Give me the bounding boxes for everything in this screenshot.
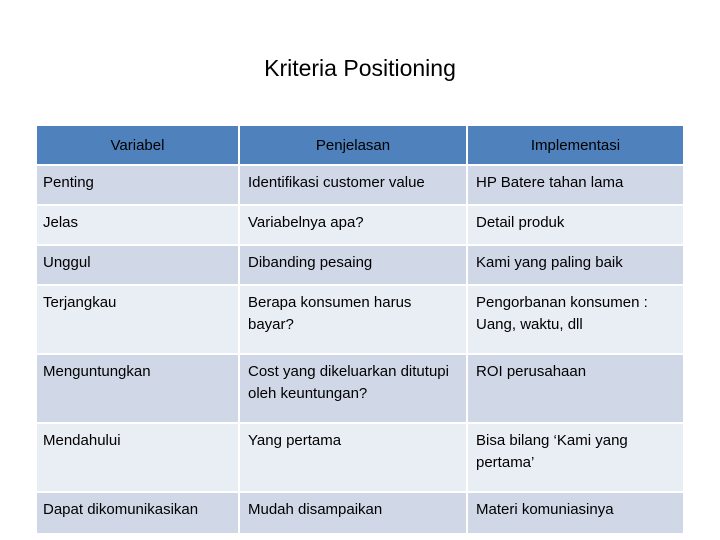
cell-variabel: Menguntungkan bbox=[37, 355, 240, 424]
cell-variabel: Mendahului bbox=[37, 424, 240, 493]
cell-variabel: Jelas bbox=[37, 206, 240, 246]
table-row bbox=[37, 355, 683, 424]
cell-implementasi: ROI perusahaan bbox=[468, 355, 683, 424]
table-row bbox=[37, 206, 683, 246]
table-header-row bbox=[37, 126, 683, 166]
cell-implementasi: Pengorbanan konsumen : Uang, waktu, dll bbox=[468, 286, 683, 355]
cell-penjelasan: Dibanding pesaing bbox=[240, 246, 468, 286]
page-title: Kriteria Positioning bbox=[264, 55, 456, 81]
cell-penjelasan: Cost yang dikeluarkan ditutupi oleh keuntungan? bbox=[240, 355, 468, 424]
cell-variabel: Dapat dikomunikasikan bbox=[37, 493, 240, 533]
table-row bbox=[37, 424, 683, 493]
cell-implementasi: Bisa bilang ‘Kami yang pertama’ bbox=[468, 424, 683, 493]
table-row bbox=[37, 166, 683, 206]
header-variabel: Variabel bbox=[37, 126, 240, 166]
cell-implementasi: Materi komuniasinya bbox=[468, 493, 683, 533]
cell-variabel: Unggul bbox=[37, 246, 240, 286]
cell-implementasi: Detail produk bbox=[468, 206, 683, 246]
cell-variabel: Penting bbox=[37, 166, 240, 206]
cell-implementasi: Kami yang paling baik bbox=[468, 246, 683, 286]
header-penjelasan: Penjelasan bbox=[240, 126, 468, 166]
cell-penjelasan: Berapa konsumen harus bayar? bbox=[240, 286, 468, 355]
table-row bbox=[37, 493, 683, 533]
cell-penjelasan: Mudah disampaikan bbox=[240, 493, 468, 533]
cell-penjelasan: Variabelnya apa? bbox=[240, 206, 468, 246]
header-implementasi: Implementasi bbox=[468, 126, 683, 166]
cell-penjelasan: Yang pertama bbox=[240, 424, 468, 493]
table-row bbox=[37, 286, 683, 355]
table-row bbox=[37, 246, 683, 286]
cell-implementasi: HP Batere tahan lama bbox=[468, 166, 683, 206]
cell-penjelasan: Identifikasi customer value bbox=[240, 166, 468, 206]
cell-variabel: Terjangkau bbox=[37, 286, 240, 355]
positioning-criteria-table bbox=[37, 126, 683, 533]
